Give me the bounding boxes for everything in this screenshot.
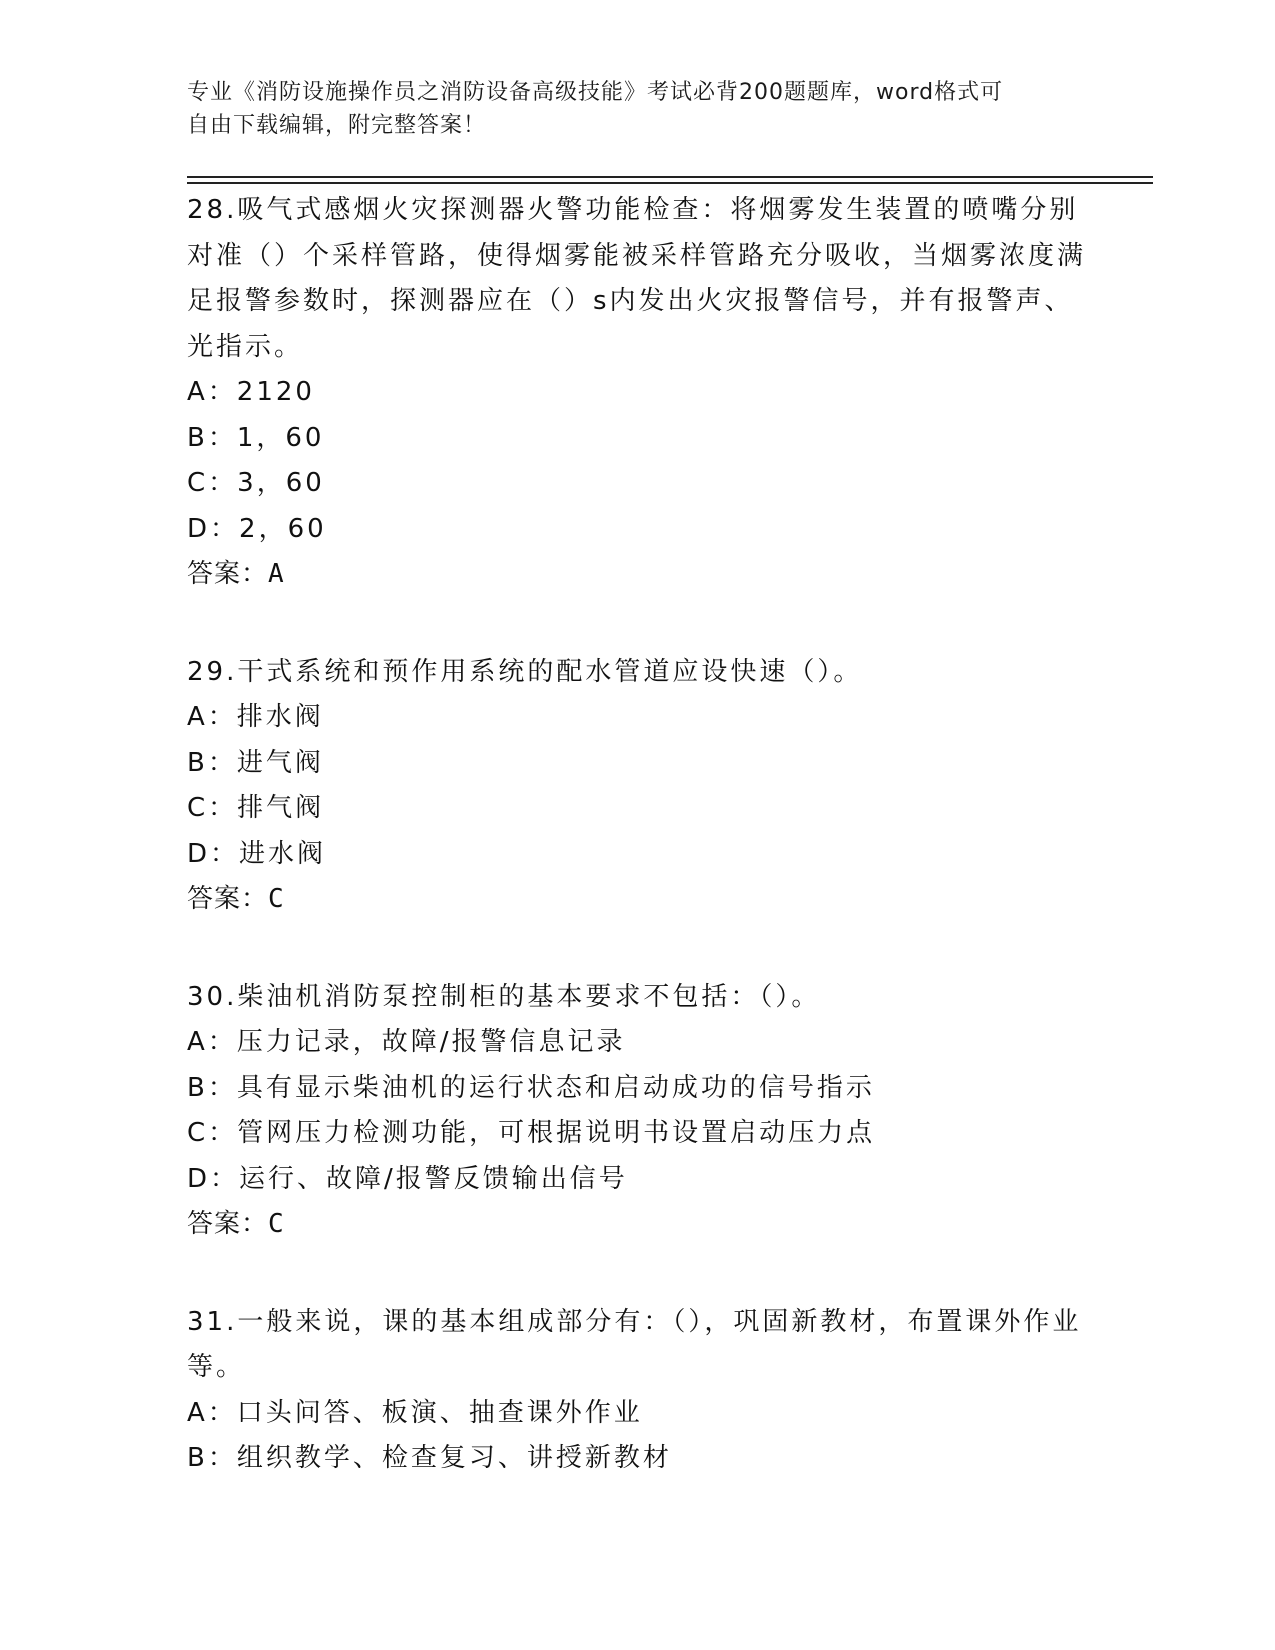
answer-line: 答案：C [187, 1209, 285, 1239]
option-b: B：组织教学、检查复习、讲授新教材 [187, 1443, 672, 1473]
header-rule-bottom [187, 182, 1153, 184]
question-29 [187, 650, 1087, 923]
option-b: B：1，60 [187, 422, 325, 453]
option-b: B：进气阀 [187, 747, 324, 778]
header-line-1: 专业《消防设施操作员之消防设备高级技能》考试必背200题题库，word格式可 [187, 80, 1004, 105]
option-a: A：排水阀 [187, 702, 324, 732]
option-c: C：管网压力检测功能，可根据说明书设置启动压力点 [187, 1118, 876, 1148]
question-text: 29.干式系统和预作用系统的配水管道应设快速（）。 [187, 656, 863, 687]
question-30 [187, 975, 1087, 1248]
option-c: C：排气阀 [187, 793, 325, 823]
question-text: 30.柴油机消防泵控制柜的基本要求不包括：（）。 [187, 981, 821, 1012]
question-text: 28.吸气式感烟火灾探测器火警功能检查：将烟雾发生装置的喷嘴分别对准（）个采样管路，使得烟雾能被采样管路充分吸收，当烟雾浓度满足报警参数时，探测器应在（）s内发出火灾报警信号，并有报警声、光指示。 [187, 195, 1087, 362]
option-a: A：压力记录，故障/报警信息记录 [187, 1027, 626, 1057]
answer-line: 答案：A [187, 559, 285, 589]
header-rule-top [187, 176, 1153, 178]
option-b: B：具有显示柴油机的运行状态和启动成功的信号指示 [187, 1072, 875, 1103]
question-list [187, 188, 1087, 1534]
question-text: 31.一般来说，课的基本组成部分有：（），巩固新教材，布置课外作业等。 [187, 1306, 1082, 1382]
question-31 [187, 1300, 1087, 1482]
question-28 [187, 188, 1087, 598]
option-d: D：运行、故障/报警反馈输出信号 [187, 1163, 628, 1194]
document-header [187, 76, 1087, 142]
option-c: C：3，60 [187, 468, 325, 498]
header-line-2: 自由下载编辑，附完整答案！ [187, 113, 487, 138]
option-a: A：口头问答、板演、抽查课外作业 [187, 1397, 643, 1428]
option-a: A：2120 [187, 377, 315, 407]
option-d: D：2，60 [187, 513, 327, 544]
option-d: D：进水阀 [187, 838, 327, 869]
answer-line: 答案：C [187, 884, 285, 914]
